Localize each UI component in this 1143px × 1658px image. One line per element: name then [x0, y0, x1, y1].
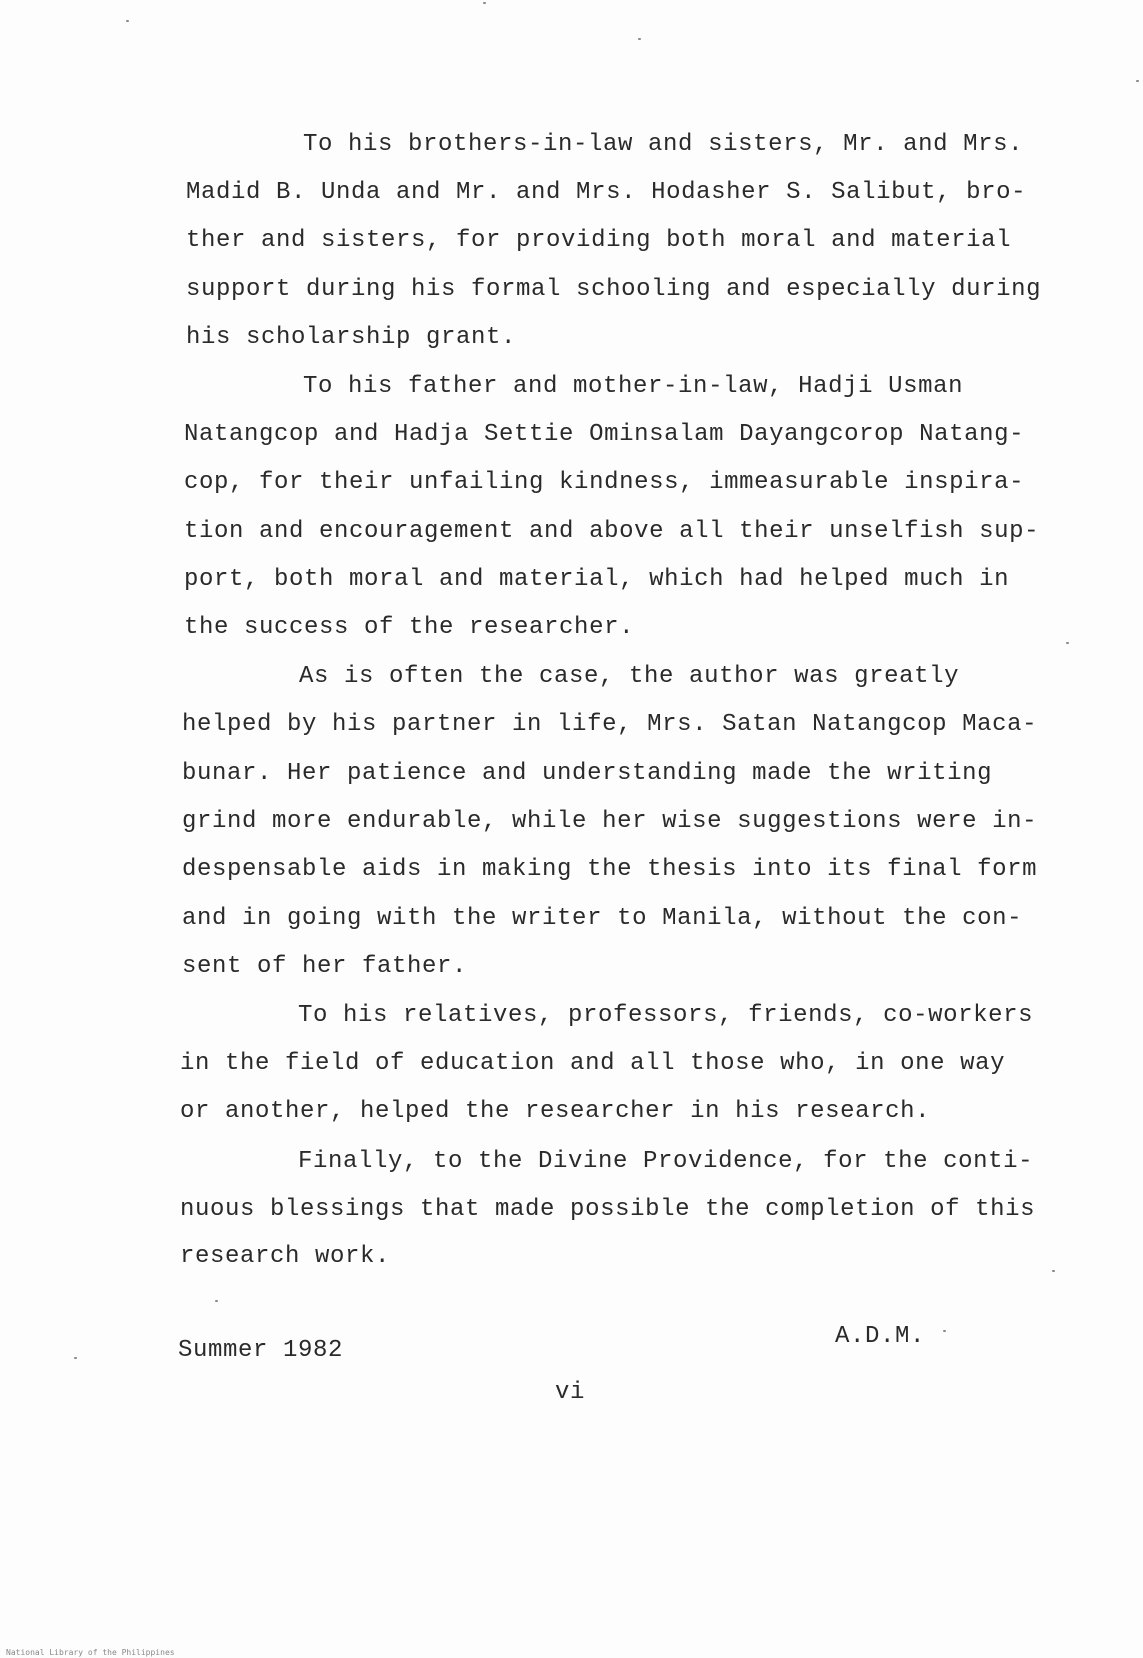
scan-speck: [483, 2, 486, 4]
paragraph-5-line-2: nuous blessings that made possible the completion of this: [180, 1196, 1036, 1223]
scan-speck: [74, 1357, 77, 1359]
scan-speck: [1066, 642, 1069, 644]
signature-initials: A.D.M.: [835, 1323, 926, 1350]
scan-speck: [1136, 80, 1139, 82]
paragraph-5-line-3: research work.: [180, 1243, 391, 1270]
paragraph-3-line-1: As is often the case, the author was greatly: [299, 663, 960, 690]
paragraph-1-line-2: Madid B. Unda and Mr. and Mrs. Hodasher S. Salibut, bro-: [186, 179, 1027, 206]
paragraph-4-line-1: To his relatives, professors, friends, co-workers: [298, 1002, 1034, 1029]
scan-speck: [943, 1330, 946, 1332]
paragraph-1-line-4: support during his formal schooling and especially during: [186, 276, 1042, 303]
paragraph-4-line-3: or another, helped the researcher in his research.: [180, 1098, 931, 1125]
footer-watermark: National Library of the Philippines: [6, 1648, 175, 1657]
scan-speck: [215, 1300, 218, 1302]
paragraph-2-line-2: Natangcop and Hadja Settie Ominsalam Dayangcorop Natang-: [184, 421, 1025, 448]
paragraph-2-line-6: the success of the researcher.: [184, 614, 635, 641]
paragraph-3-line-3: bunar. Her patience and understanding made the writing: [182, 760, 993, 787]
paragraph-3-line-2: helped by his partner in life, Mrs. Satan Natangcop Maca-: [182, 711, 1038, 738]
paragraph-3-line-7: sent of her father.: [182, 953, 468, 980]
signature-date: Summer 1982: [178, 1337, 344, 1364]
paragraph-3-line-4: grind more endurable, while her wise suggestions were in-: [182, 808, 1038, 835]
paragraph-3-line-6: and in going with the writer to Manila, without the con-: [182, 905, 1023, 932]
paragraph-1-line-3: ther and sisters, for providing both moral and material: [186, 227, 1012, 254]
page-number: vi: [555, 1379, 586, 1406]
paragraph-2-line-4: tion and encouragement and above all their unselfish sup-: [184, 518, 1040, 545]
paragraph-3-line-5: despensable aids in making the thesis into its final form: [182, 856, 1038, 883]
scan-speck: [638, 38, 641, 40]
scan-speck: [1052, 1270, 1055, 1272]
paragraph-4-line-2: in the field of education and all those who, in one way: [180, 1050, 1006, 1077]
paragraph-2-line-1: To his father and mother-in-law, Hadji Usman: [303, 373, 964, 400]
paragraph-5-line-1: Finally, to the Divine Providence, for the conti-: [298, 1148, 1034, 1175]
paragraph-2-line-3: cop, for their unfailing kindness, immeasurable inspira-: [184, 469, 1025, 496]
paragraph-1-line-1: To his brothers-in-law and sisters, Mr. and Mrs.: [303, 131, 1024, 158]
paragraph-2-line-5: port, both moral and material, which had helped much in: [184, 566, 1010, 593]
scan-speck: [126, 20, 129, 22]
paragraph-1-line-5: his scholarship grant.: [186, 324, 517, 351]
